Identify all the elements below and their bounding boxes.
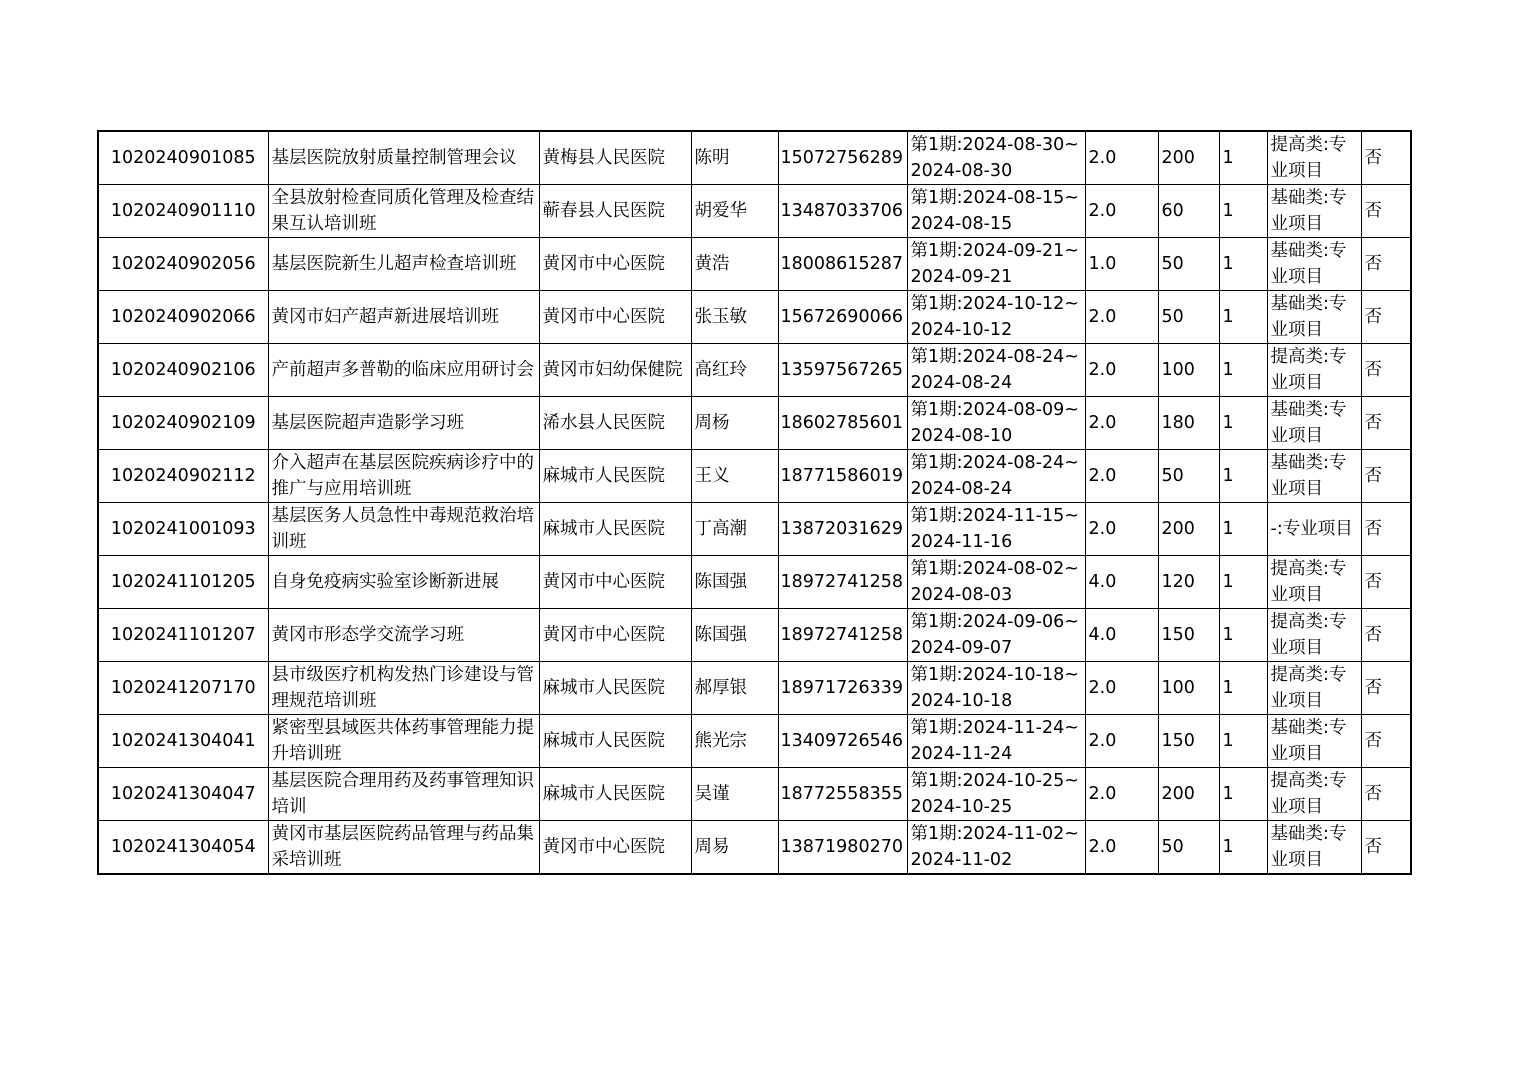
table-row <box>98 344 1411 397</box>
contact-person-cell: 熊光宗 <box>691 715 778 768</box>
contact-person-cell: 黄浩 <box>691 238 778 291</box>
project-code-cell: 1020241207170 <box>98 662 268 715</box>
contact-person-cell: 陈国强 <box>691 609 778 662</box>
project-code-cell: 1020241304041 <box>98 715 268 768</box>
enrollment-cell: 100 <box>1158 344 1219 397</box>
period-cell: 第1期:2024-10-18~2024-10-18 <box>907 662 1085 715</box>
host-unit-cell: 黄冈市中心医院 <box>539 291 691 344</box>
project-name-cell: 基层医院超声造影学习班 <box>268 397 539 450</box>
project-table <box>97 130 1412 875</box>
contact-person-cell: 陈国强 <box>691 556 778 609</box>
project-name-cell: 自身免疫病实验室诊断新进展 <box>268 556 539 609</box>
table-row <box>98 556 1411 609</box>
enrollment-cell: 200 <box>1158 503 1219 556</box>
flag-cell: 否 <box>1361 503 1411 556</box>
category-cell: 提高类:专业项目 <box>1267 662 1361 715</box>
host-unit-cell: 黄梅县人民医院 <box>539 131 691 185</box>
period-cell: 第1期:2024-11-02~2024-11-02 <box>907 821 1085 875</box>
host-unit-cell: 黄冈市中心医院 <box>539 609 691 662</box>
category-cell: 提高类:专业项目 <box>1267 131 1361 185</box>
period-cell: 第1期:2024-08-15~2024-08-15 <box>907 185 1085 238</box>
host-unit-cell: 黄冈市中心医院 <box>539 238 691 291</box>
enrollment-cell: 200 <box>1158 768 1219 821</box>
credit-cell: 2.0 <box>1085 344 1158 397</box>
contact-person-cell: 胡爱华 <box>691 185 778 238</box>
session-count-cell: 1 <box>1219 238 1267 291</box>
project-code-cell: 1020240902112 <box>98 450 268 503</box>
table-row <box>98 185 1411 238</box>
contact-person-cell: 丁高潮 <box>691 503 778 556</box>
credit-cell: 4.0 <box>1085 556 1158 609</box>
credit-cell: 2.0 <box>1085 291 1158 344</box>
phone-cell: 13871980270 <box>778 821 907 875</box>
session-count-cell: 1 <box>1219 821 1267 875</box>
phone-cell: 18602785601 <box>778 397 907 450</box>
table-row <box>98 821 1411 875</box>
phone-cell: 18971726339 <box>778 662 907 715</box>
phone-cell: 18772558355 <box>778 768 907 821</box>
credit-cell: 4.0 <box>1085 609 1158 662</box>
flag-cell: 否 <box>1361 344 1411 397</box>
enrollment-cell: 180 <box>1158 397 1219 450</box>
project-name-cell: 全县放射检查同质化管理及检查结果互认培训班 <box>268 185 539 238</box>
table-row <box>98 238 1411 291</box>
flag-cell: 否 <box>1361 609 1411 662</box>
table-row <box>98 715 1411 768</box>
phone-cell: 18771586019 <box>778 450 907 503</box>
table-row <box>98 397 1411 450</box>
project-code-cell: 1020240901085 <box>98 131 268 185</box>
table-row <box>98 450 1411 503</box>
project-code-cell: 1020240902109 <box>98 397 268 450</box>
period-cell: 第1期:2024-08-24~2024-08-24 <box>907 344 1085 397</box>
period-cell: 第1期:2024-10-12~2024-10-12 <box>907 291 1085 344</box>
credit-cell: 2.0 <box>1085 503 1158 556</box>
flag-cell: 否 <box>1361 397 1411 450</box>
host-unit-cell: 黄冈市妇幼保健院 <box>539 344 691 397</box>
period-cell: 第1期:2024-08-24~2024-08-24 <box>907 450 1085 503</box>
project-name-cell: 产前超声多普勒的临床应用研讨会 <box>268 344 539 397</box>
table-row <box>98 768 1411 821</box>
table-row <box>98 503 1411 556</box>
enrollment-cell: 50 <box>1158 238 1219 291</box>
category-cell: 基础类:专业项目 <box>1267 185 1361 238</box>
session-count-cell: 1 <box>1219 715 1267 768</box>
flag-cell: 否 <box>1361 185 1411 238</box>
project-name-cell: 基层医院放射质量控制管理会议 <box>268 131 539 185</box>
category-cell: 基础类:专业项目 <box>1267 821 1361 875</box>
flag-cell: 否 <box>1361 131 1411 185</box>
project-name-cell: 基层医务人员急性中毒规范救治培训班 <box>268 503 539 556</box>
host-unit-cell: 浠水县人民医院 <box>539 397 691 450</box>
table-body <box>98 131 1411 874</box>
project-name-cell: 基层医院合理用药及药事管理知识培训 <box>268 768 539 821</box>
host-unit-cell: 麻城市人民医院 <box>539 503 691 556</box>
flag-cell: 否 <box>1361 291 1411 344</box>
contact-person-cell: 周易 <box>691 821 778 875</box>
credit-cell: 2.0 <box>1085 715 1158 768</box>
host-unit-cell: 麻城市人民医院 <box>539 768 691 821</box>
phone-cell: 18972741258 <box>778 609 907 662</box>
session-count-cell: 1 <box>1219 291 1267 344</box>
flag-cell: 否 <box>1361 768 1411 821</box>
session-count-cell: 1 <box>1219 768 1267 821</box>
enrollment-cell: 150 <box>1158 715 1219 768</box>
credit-cell: 2.0 <box>1085 397 1158 450</box>
flag-cell: 否 <box>1361 238 1411 291</box>
project-name-cell: 黄冈市基层医院药品管理与药品集采培训班 <box>268 821 539 875</box>
table-row <box>98 131 1411 185</box>
project-code-cell: 1020241101205 <box>98 556 268 609</box>
contact-person-cell: 张玉敏 <box>691 291 778 344</box>
credit-cell: 2.0 <box>1085 450 1158 503</box>
contact-person-cell: 高红玲 <box>691 344 778 397</box>
session-count-cell: 1 <box>1219 131 1267 185</box>
host-unit-cell: 麻城市人民医院 <box>539 662 691 715</box>
enrollment-cell: 60 <box>1158 185 1219 238</box>
phone-cell: 13487033706 <box>778 185 907 238</box>
enrollment-cell: 120 <box>1158 556 1219 609</box>
credit-cell: 2.0 <box>1085 185 1158 238</box>
flag-cell: 否 <box>1361 715 1411 768</box>
project-code-cell: 1020241101207 <box>98 609 268 662</box>
period-cell: 第1期:2024-10-25~2024-10-25 <box>907 768 1085 821</box>
phone-cell: 13872031629 <box>778 503 907 556</box>
session-count-cell: 1 <box>1219 185 1267 238</box>
credit-cell: 2.0 <box>1085 821 1158 875</box>
contact-person-cell: 郝厚银 <box>691 662 778 715</box>
contact-person-cell: 吴谨 <box>691 768 778 821</box>
session-count-cell: 1 <box>1219 556 1267 609</box>
project-code-cell: 1020241304054 <box>98 821 268 875</box>
category-cell: -:专业项目 <box>1267 503 1361 556</box>
host-unit-cell: 黄冈市中心医院 <box>539 556 691 609</box>
phone-cell: 13409726546 <box>778 715 907 768</box>
session-count-cell: 1 <box>1219 397 1267 450</box>
contact-person-cell: 陈明 <box>691 131 778 185</box>
period-cell: 第1期:2024-08-30~2024-08-30 <box>907 131 1085 185</box>
host-unit-cell: 麻城市人民医院 <box>539 715 691 768</box>
category-cell: 基础类:专业项目 <box>1267 238 1361 291</box>
project-name-cell: 黄冈市形态学交流学习班 <box>268 609 539 662</box>
period-cell: 第1期:2024-09-06~2024-09-07 <box>907 609 1085 662</box>
category-cell: 基础类:专业项目 <box>1267 450 1361 503</box>
contact-person-cell: 周杨 <box>691 397 778 450</box>
category-cell: 提高类:专业项目 <box>1267 344 1361 397</box>
project-name-cell: 基层医院新生儿超声检查培训班 <box>268 238 539 291</box>
session-count-cell: 1 <box>1219 609 1267 662</box>
period-cell: 第1期:2024-08-09~2024-08-10 <box>907 397 1085 450</box>
host-unit-cell: 蕲春县人民医院 <box>539 185 691 238</box>
project-code-cell: 1020240902056 <box>98 238 268 291</box>
table-row <box>98 662 1411 715</box>
phone-cell: 15072756289 <box>778 131 907 185</box>
phone-cell: 18972741258 <box>778 556 907 609</box>
category-cell: 提高类:专业项目 <box>1267 556 1361 609</box>
enrollment-cell: 200 <box>1158 131 1219 185</box>
enrollment-cell: 150 <box>1158 609 1219 662</box>
project-code-cell: 1020240902106 <box>98 344 268 397</box>
project-name-cell: 县市级医疗机构发热门诊建设与管理规范培训班 <box>268 662 539 715</box>
phone-cell: 13597567265 <box>778 344 907 397</box>
enrollment-cell: 50 <box>1158 821 1219 875</box>
session-count-cell: 1 <box>1219 450 1267 503</box>
category-cell: 基础类:专业项目 <box>1267 715 1361 768</box>
category-cell: 基础类:专业项目 <box>1267 397 1361 450</box>
host-unit-cell: 黄冈市中心医院 <box>539 821 691 875</box>
flag-cell: 否 <box>1361 662 1411 715</box>
period-cell: 第1期:2024-11-24~2024-11-24 <box>907 715 1085 768</box>
phone-cell: 15672690066 <box>778 291 907 344</box>
phone-cell: 18008615287 <box>778 238 907 291</box>
credit-cell: 2.0 <box>1085 662 1158 715</box>
enrollment-cell: 100 <box>1158 662 1219 715</box>
project-name-cell: 紧密型县域医共体药事管理能力提升培训班 <box>268 715 539 768</box>
project-code-cell: 1020240902066 <box>98 291 268 344</box>
credit-cell: 2.0 <box>1085 768 1158 821</box>
project-code-cell: 1020241304047 <box>98 768 268 821</box>
category-cell: 提高类:专业项目 <box>1267 609 1361 662</box>
table-row <box>98 609 1411 662</box>
session-count-cell: 1 <box>1219 503 1267 556</box>
period-cell: 第1期:2024-09-21~2024-09-21 <box>907 238 1085 291</box>
flag-cell: 否 <box>1361 556 1411 609</box>
enrollment-cell: 50 <box>1158 291 1219 344</box>
period-cell: 第1期:2024-11-15~2024-11-16 <box>907 503 1085 556</box>
contact-person-cell: 王义 <box>691 450 778 503</box>
table-row <box>98 291 1411 344</box>
session-count-cell: 1 <box>1219 662 1267 715</box>
project-code-cell: 1020241001093 <box>98 503 268 556</box>
flag-cell: 否 <box>1361 450 1411 503</box>
session-count-cell: 1 <box>1219 344 1267 397</box>
project-name-cell: 介入超声在基层医院疾病诊疗中的推广与应用培训班 <box>268 450 539 503</box>
enrollment-cell: 50 <box>1158 450 1219 503</box>
category-cell: 基础类:专业项目 <box>1267 291 1361 344</box>
credit-cell: 2.0 <box>1085 131 1158 185</box>
project-code-cell: 1020240901110 <box>98 185 268 238</box>
flag-cell: 否 <box>1361 821 1411 875</box>
credit-cell: 1.0 <box>1085 238 1158 291</box>
project-name-cell: 黄冈市妇产超声新进展培训班 <box>268 291 539 344</box>
category-cell: 提高类:专业项目 <box>1267 768 1361 821</box>
period-cell: 第1期:2024-08-02~2024-08-03 <box>907 556 1085 609</box>
host-unit-cell: 麻城市人民医院 <box>539 450 691 503</box>
